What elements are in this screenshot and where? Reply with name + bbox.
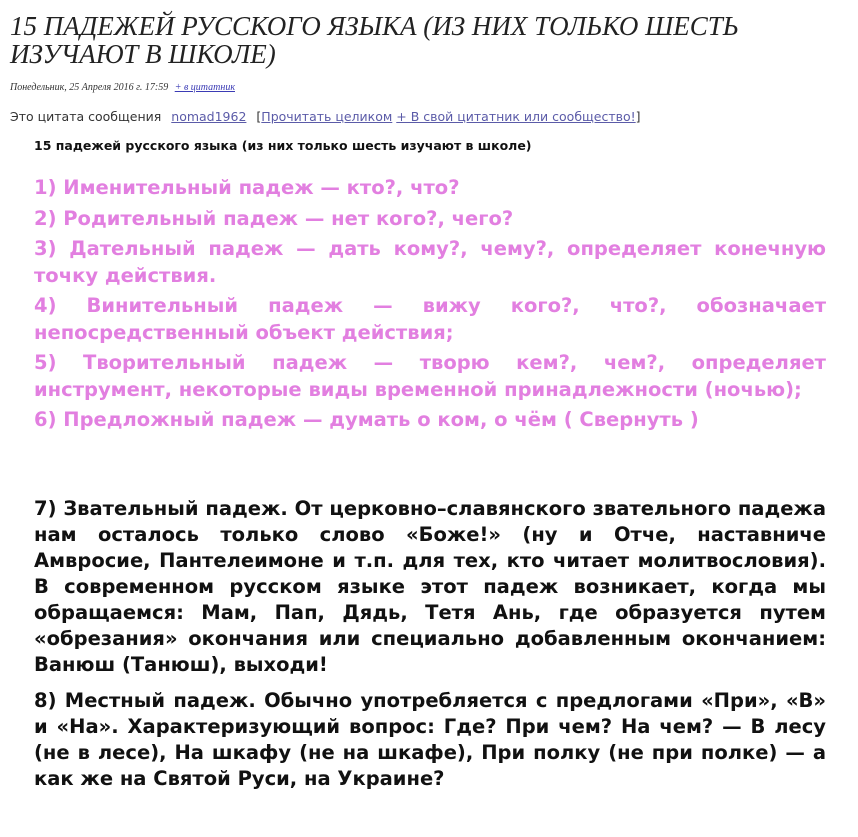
bracket-open: [ bbox=[256, 109, 262, 124]
case-item: 1) Именительный падеж — кто?, что? bbox=[34, 176, 460, 199]
case-item: 4) Винительный падеж — вижу кого?, что?, обозначает непосредственный объект действия; bbox=[34, 294, 826, 344]
post-date: Понедельник, 25 Апреля 2016 г. 17:59 bbox=[10, 82, 169, 93]
black-case-list bbox=[34, 496, 826, 802]
quote-prefix: Это цитата сообщения bbox=[10, 109, 162, 124]
add-to-quotes-link[interactable]: + в цитатник bbox=[174, 82, 235, 93]
case-item: 7) Звательный падеж. От церковно–славянского звательного падежа нам осталось только слово «Боже!» (ну и Отче, наставниче Амвросие, Пантелеимоне и т.п. для тех, кто читает молитвословия). В современном русском языке этот падеж возникает, когда мы обращаемся: Мам, Пап, Дядь, Тетя Ань, где образуется путем «обрезания» окончания или специально добавленным окончанием: Ванюш (Танюш), выходи! bbox=[34, 497, 826, 676]
case-item: 2) Родительный падеж — нет кого?, чего? bbox=[34, 206, 514, 230]
case-item: 5) Творительный падеж — творю кем?, чем?, определяет инструмент, некоторые виды временной принадлежности (ночью); bbox=[34, 351, 826, 401]
read-full-link[interactable]: Прочитать целиком bbox=[261, 109, 393, 124]
post-meta bbox=[10, 82, 235, 93]
case-item: 6) Предложный падеж — думать о ком, о чём ( Свернуть ) bbox=[34, 408, 699, 431]
author-link[interactable]: nomad1962 bbox=[171, 109, 247, 124]
case-item: 8) Местный падеж. Обычно употребляется с предлогами «При», «В» и «На». Характеризующий вопрос: Где? При чем? На чем? — В лесу (не в лесе), На шкафу (не на шкафе), При полку (не при полке) — а как же на Святой Руси, на Украине? bbox=[34, 689, 826, 790]
post-title: 15 ПАДЕЖЕЙ РУССКОГО ЯЗЫКА (ИЗ НИХ ТОЛЬКО ШЕСТЬ ИЗУЧАЮТ В ШКОЛЕ) bbox=[10, 11, 739, 69]
subtitle: 15 падежей русского языка (из них только шесть изучают в школе) bbox=[34, 138, 532, 153]
add-to-own-quotes-link[interactable]: + В свой цитатник или сообщество! bbox=[396, 109, 636, 124]
pink-case-list bbox=[34, 175, 826, 438]
bracket-close: ] bbox=[635, 109, 641, 124]
case-item: 3) Дательный падеж — дать кому?, чему?, определяет конечную точку действия. bbox=[34, 237, 826, 287]
quote-info bbox=[10, 109, 641, 124]
